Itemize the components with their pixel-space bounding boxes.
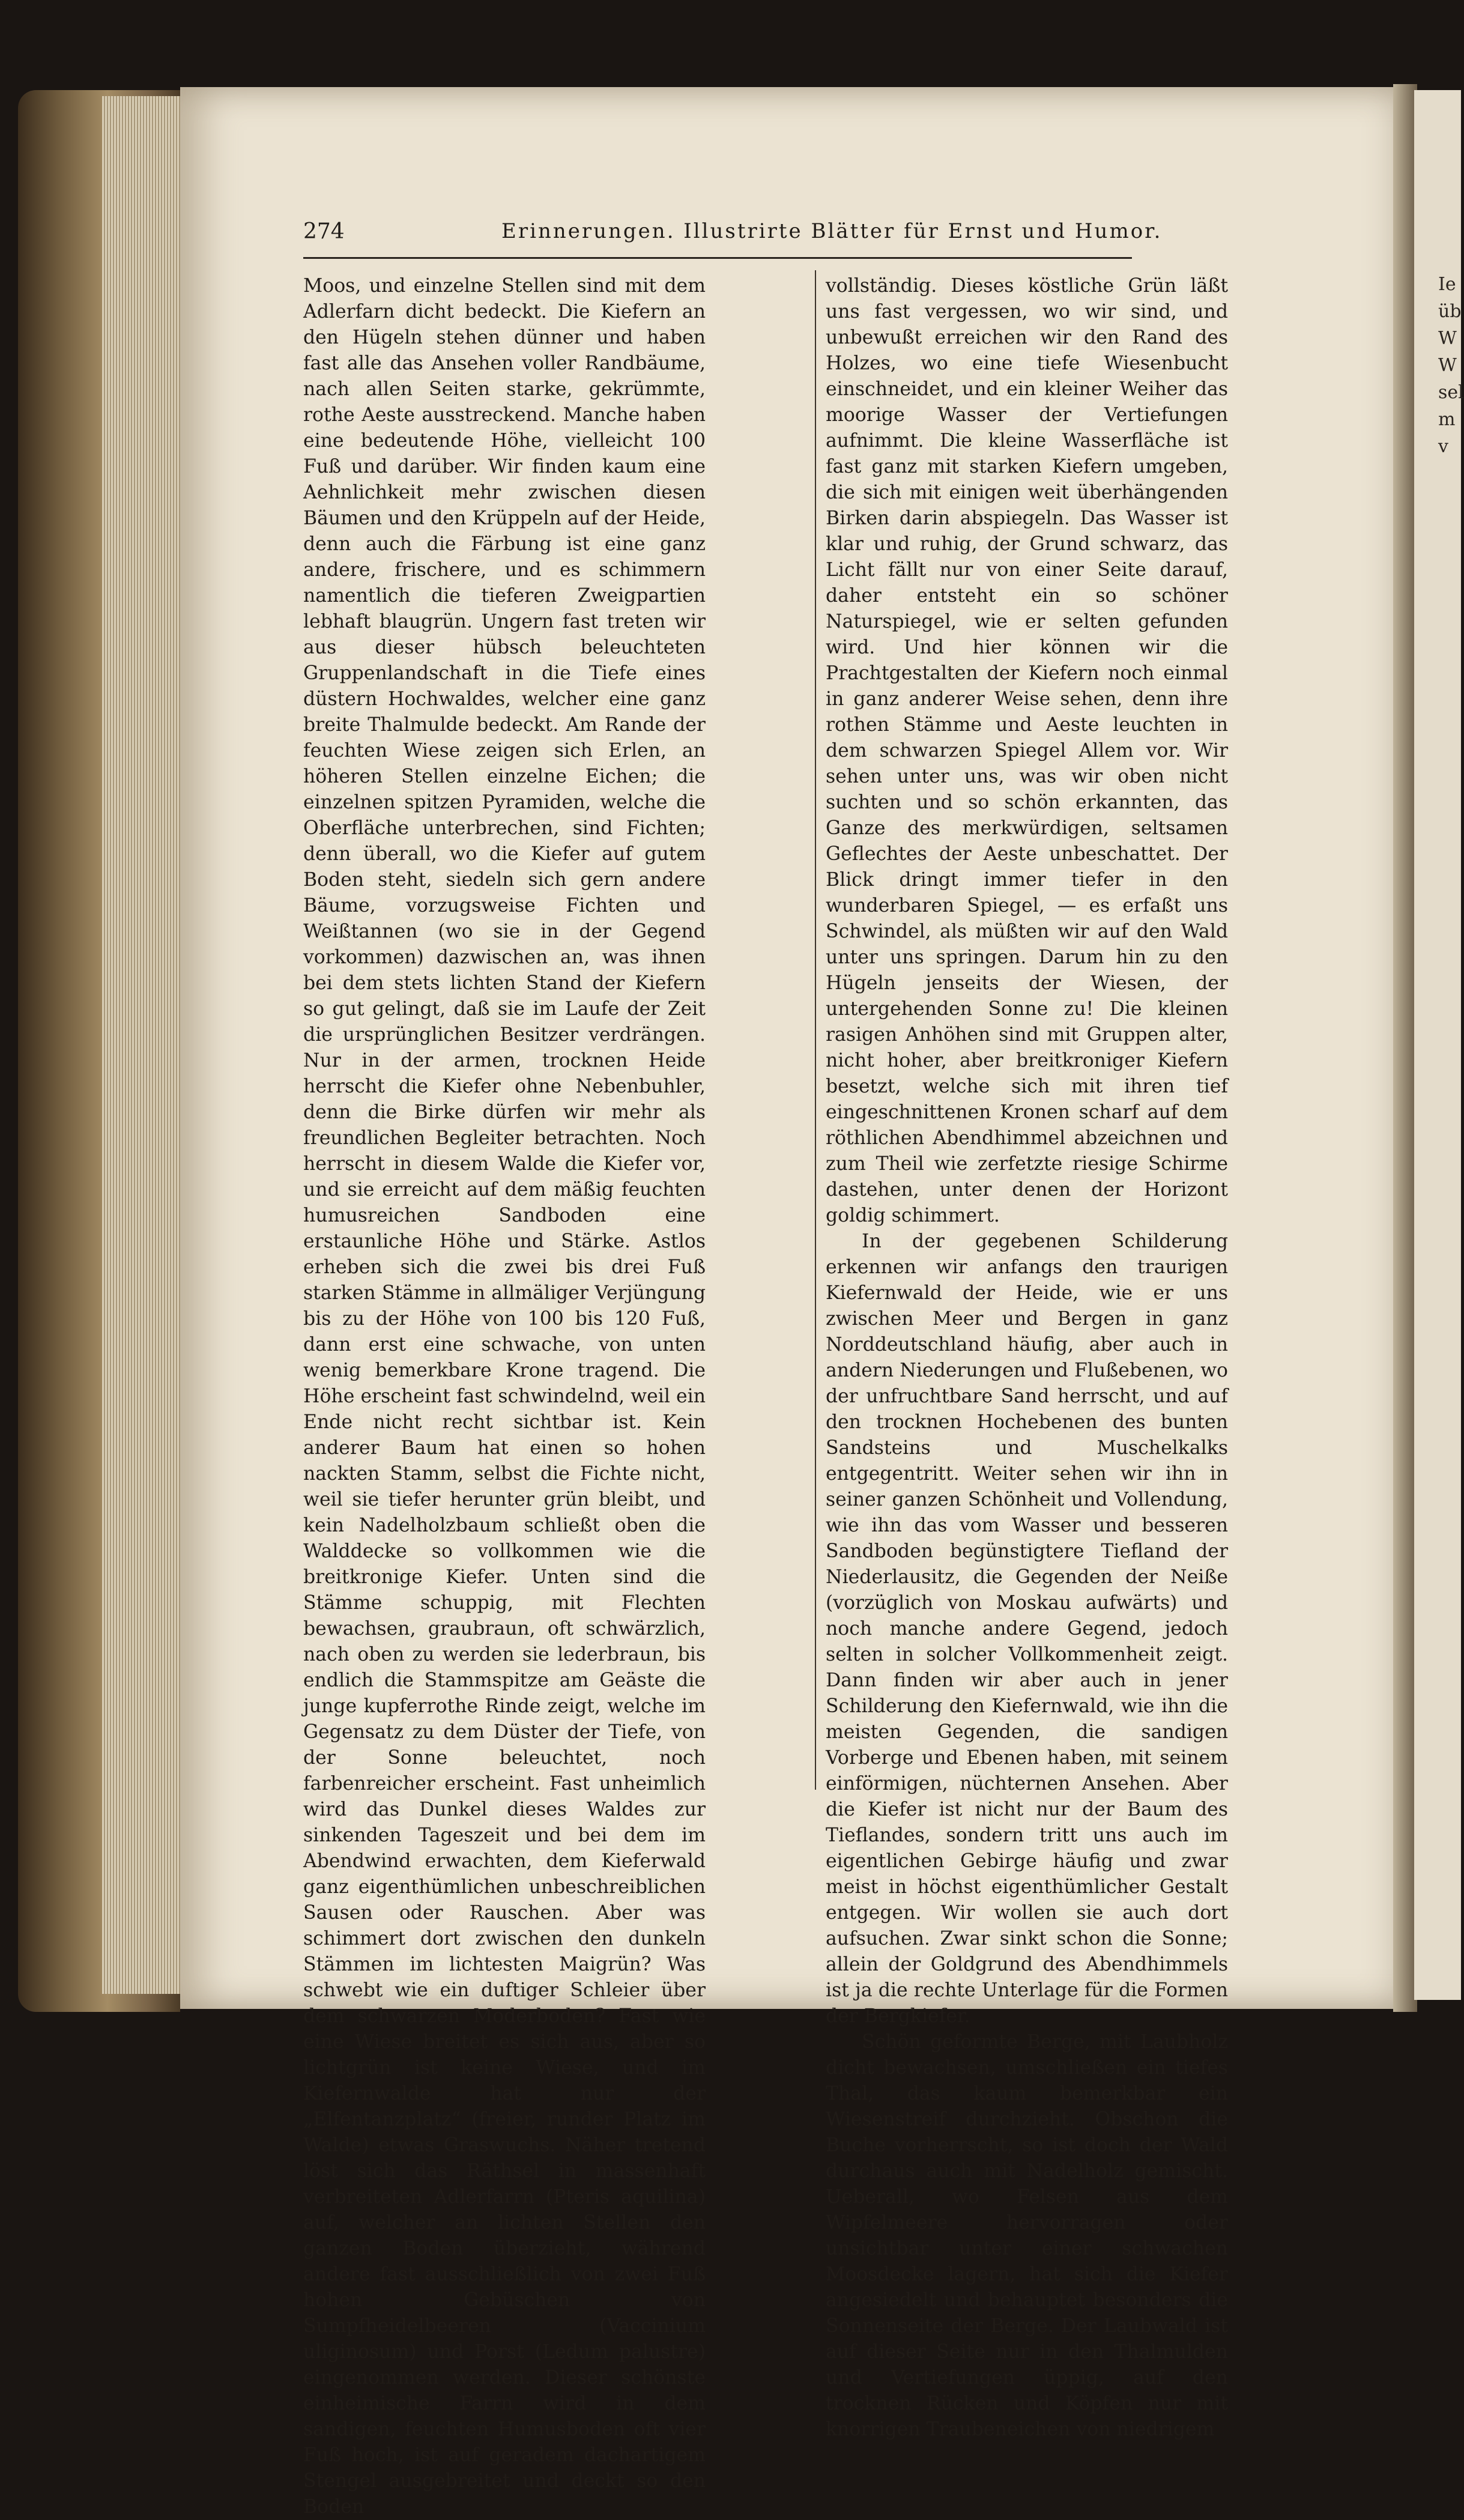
header-rule	[303, 257, 1132, 259]
text-column-right	[826, 273, 1228, 2440]
facing-page-fragment: üb	[1438, 301, 1462, 322]
paragraph: In der gegebenen Schilderung erkennen wir anfangs den traurigen Kiefernwald der Heide, wie er uns zwischen Meer und Bergen in ganz Norddeutschland häufig, aber auch in andern Niederungen und Flußebenen, wo der unfruchtbare Sand herrscht, und auf den trocknen Hochebenen des bunten Sandsteins und Muschelkalks entgegentritt. Weiter sehen wir ihn in seiner ganzen Schönheit und Vollendung, wie ihn das vom Wasser und besseren Sandboden begünstigtere Tiefland der Niederlausitz, die Gegenden der Neiße (vorzüglich von Moskau aufwärts) und noch manche andere Gegend, jedoch selten in solcher Vollkommenheit zeigt. Dann finden wir aber auch in jener Schilderung den Kiefernwald, wie ihn die meisten Gegenden, die sandigen Vorberge und Ebenen haben, mit seinem einförmigen, nüchternen Ansehen. Aber die Kiefer ist nicht nur der Baum des Tieflandes, sondern tritt uns auch im eigentlichen Gebirge häufig und zwar meist in höchst eigenthümlicher Gestalt entgegen. Wir wollen sie auch dort aufsuchen. Zwar sinkt schon die Sonne; allein der Goldgrund des Abendhimmels ist ja die rechte Unterlage für die Formen der Bergkiefer.	[826, 1231, 1228, 2027]
page-number: 274	[303, 219, 345, 244]
paragraph: Moos, und einzelne Stellen sind mit dem Adlerfarn dicht bedeckt. Die Kiefern an den Hügeln stehen dünner und haben fast alle das Ansehen voller Randbäume, nach allen Seiten starke, gekrümmte, rothe Aeste ausstreckend. Manche haben eine bedeutende Höhe, vielleicht 100 Fuß und darüber. Wir finden kaum eine Aehnlichkeit mehr zwischen diesen Bäumen und den Krüppeln auf der Heide, denn auch die Färbung ist eine ganz andere, frischere, und es schimmern namentlich die tieferen Zweigpartien lebhaft blaugrün. Ungern fast treten wir aus dieser hübsch beleuchteten Gruppenlandschaft in die Tiefe eines düstern Hochwaldes, welcher eine ganz breite Thalmulde bedeckt. Am Rande der feuchten Wiese zeigen sich Erlen, an höheren Stellen einzelne Eichen; die einzelnen spitzen Pyramiden, welche die Oberfläche unterbrechen, sind Fichten; denn überall, wo die Kiefer auf gutem Boden steht, siedeln sich gern andere Bäume, vorzugsweise Fichten und Weißtannen (wo sie in der Gegend vorkommen) dazwischen an, was ihnen bei dem stets lichten Stand der Kiefern so gut gelingt, daß sie im Laufe der Zeit die ursprünglichen Besitzer verdrängen. Nur in der armen, trocknen Heide herrscht die Kiefer ohne Nebenbuhler, denn die Birke dürfen wir mehr als freundlichen Begleiter betrachten. Noch herrscht in diesem Walde die Kiefer vor, und sie erreicht auf dem mäßig feuchten humusreichen Sandboden eine erstaunliche Höhe und Stärke. Astlos erheben sich die zwei bis drei Fuß starken Stämme in allmäliger Verjüngung bis zu der Höhe von 100 bis 120 Fuß, dann erst eine schwache, von unten wenig bemerkbare Krone tragend. Die Höhe erscheint fast schwindelnd, weil ein Ende nicht recht sichtbar ist. Kein anderer Baum hat einen so hohen nackten Stamm, selbst die Fichte nicht, weil sie tiefer herunter grün bleibt, und kein Nadelholzbaum schließt oben die Walddecke so vollkommen wie die breitkronige Kiefer. Unten sind die Stämme schuppig, mit Flechten bewachsen, graubraun, oft schwärzlich, nach oben zu werden sie lederbraun, bis endlich die Stammspitze am Geäste die junge kupferrothe Rinde zeigt, welche im Gegensatz zu dem Düster der Tiefe, von der Sonne beleuchtet, noch farbenreicher erscheint. Fast unheimlich wird das Dunkel dieses Waldes zur sinkenden Tageszeit und bei dem im Abendwind erwachten, dem Kieferwald ganz eigenthümlichen unbeschreiblichen Sausen oder Rauschen. Aber was schimmert dort zwischen den dunkeln Stämmen im lichtesten Maigrün? Was schwebt wie ein duftiger Schleier über dem schwarzen Moderboden? Fast wie eine Wiese breitet es sich aus, aber so lichtgrün ist keine Wiese, und im Kiefernwalde hat nur der „Elfentanzplatz“ (freier, runder Platz im Walde) etwas Graswuchs. Näher tretend löst sich das Räthsel in massenhaft verbreiteten Adlerfarrn (Pteris aquilina) auf, welcher an lichten Stellen den ganzen Boden überzieht, während andere fast ausschließlich von zwei Fuß hohen Gebüschen von Sumpfheidelbeeren (Vaccinium uliginosum) und Porst (Ledum palustre) eingenommen werden. Dieser schönste einheimische Farrn wird in dem sandigen, feuchten Humusboden oft vier Fuß hoch, ist auf geradem dachartigem Stengel ausgebreitet und deckt so den Boden	[303, 275, 706, 2518]
facing-page-fragment: W	[1438, 328, 1457, 349]
facing-page-fragment: W	[1438, 355, 1457, 376]
book-gutter	[1393, 84, 1417, 2012]
facing-page-fragment: v	[1438, 436, 1448, 457]
facing-page-fragment: m	[1438, 409, 1456, 430]
running-header	[303, 219, 1163, 249]
paragraph: vollständig. Dieses köstliche Grün läßt uns fast vergessen, wo wir sind, und unbewußt erreichen wir den Rand des Holzes, wo eine tiefe Wiesenbucht einschneidet, und ein kleiner Weiher das moorige Wasser der Vertiefungen aufnimmt. Die kleine Wasserfläche ist fast ganz mit starken Kiefern umgeben, die sich mit einigen weit überhängenden Birken darin abspiegeln. Das Wasser ist klar und ruhig, der Grund schwarz, das Licht fällt nur von einer Seite darauf, daher entsteht ein so schöner Naturspiegel, wie er selten gefunden wird. Und hier können wir die Prachtgestalten der Kiefern noch einmal in ganz anderer Weise sehen, denn ihre rothen Stämme und Aeste leuchten in dem schwarzen Spiegel Allem vor. Wir sehen unter uns, was wir oben nicht suchten und so schön erkannten, das Ganze des merkwürdigen, seltsamen Geflechtes der Aeste unbeschattet. Der Blick dringt immer tiefer in den wunderbaren Spiegel, — es erfaßt uns Schwindel, als müßten wir auf den Wald unter uns springen. Darum hin zu den Hügeln jenseits der Wiesen, der untergehenden Sonne zu! Die kleinen rasigen Anhöhen sind mit Gruppen alter, nicht hoher, aber breitkroniger Kiefern besetzt, welche sich mit ihren tief eingeschnittenen Kronen scharf auf dem röthlichen Abendhimmel abzeichnen und zum Theil wie zerfetzte riesige Schirme dastehen, unter denen der Horizont goldig schimmert.	[826, 275, 1228, 1226]
facing-page-fragment: Ie	[1438, 274, 1456, 295]
facing-page-fragment: sel	[1438, 382, 1464, 403]
text-column-left	[303, 273, 706, 2518]
paragraph: Schön geformte Berge, mit Laubholz dicht bewachsen, umschließen ein tiefes Thal, das kaum bemerkbar ein Wiesenstreif durchzieht. Obschon die Buche vorherrscht, so ist doch der Wald durchaus auch mit Nadelholz gemischt. Ueberall, wo Felsen aus dem Wipfelmeere hervorragen oder unsichtbar unter einer schwachen Moosdecke lagern, hat sich die Kiefer angesiedelt und behauptet besonders die Sonnenseite der Berge. Der Laubwald ist auf dieser Seite nur in den Thalmulden und Vertiefungen üppig, auf den trocknen Rücken und Köpfen nur mit knorrigen Traubeneichen von niedrigem	[826, 2031, 1228, 2440]
running-title: Erinnerungen. Illustrirte Blätter für Ernst und Humor.	[501, 219, 1163, 243]
column-divider	[815, 270, 816, 1790]
